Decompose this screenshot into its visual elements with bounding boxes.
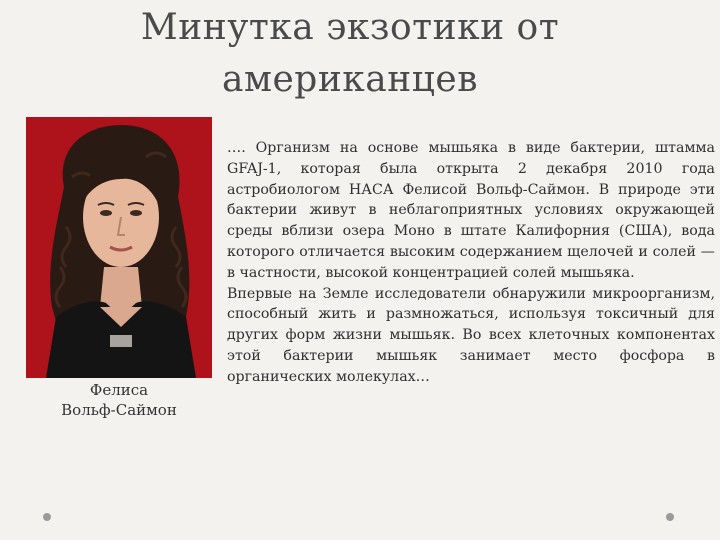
decorative-dot-left	[43, 513, 51, 521]
slide-title	[0, 2, 700, 106]
paragraph-1: …. Организм на основе мышьяка в виде бактерии, штамма GFAJ-1, которая была открыта 2 декабря 2010 года астробиологом НАСА Фелисой Вольф-Саймон. В природе эти бактерии живут в неблагоприятных условиях окружающей среды вблизи озера Моно в штате Калифорния (США), вода которого отличается высоким содержанием щелочей и солей — в частности, высокой концентрацией солей мышьяка.	[227, 140, 715, 281]
caption-line-2: Вольф-Саймон	[61, 401, 177, 419]
body-text	[227, 138, 715, 388]
caption-line-1: Фелиса	[89, 381, 149, 399]
title-line-2: американцев	[222, 59, 478, 100]
title-line-1: Минутка экзотики от	[140, 7, 560, 48]
paragraph-2: Впервые на Земле исследователи обнаружили микроорганизм, способный жить и размножаться, используя токсичный для других форм жизни мышьяк. Во всех клеточных компонентах этой бактерии мышьяк занимает место фосфора в органических молекулах…	[227, 285, 715, 385]
portrait-illustration	[26, 117, 212, 378]
decorative-dot-right	[666, 513, 674, 521]
portrait-photo	[26, 117, 212, 378]
photo-caption	[26, 380, 212, 420]
